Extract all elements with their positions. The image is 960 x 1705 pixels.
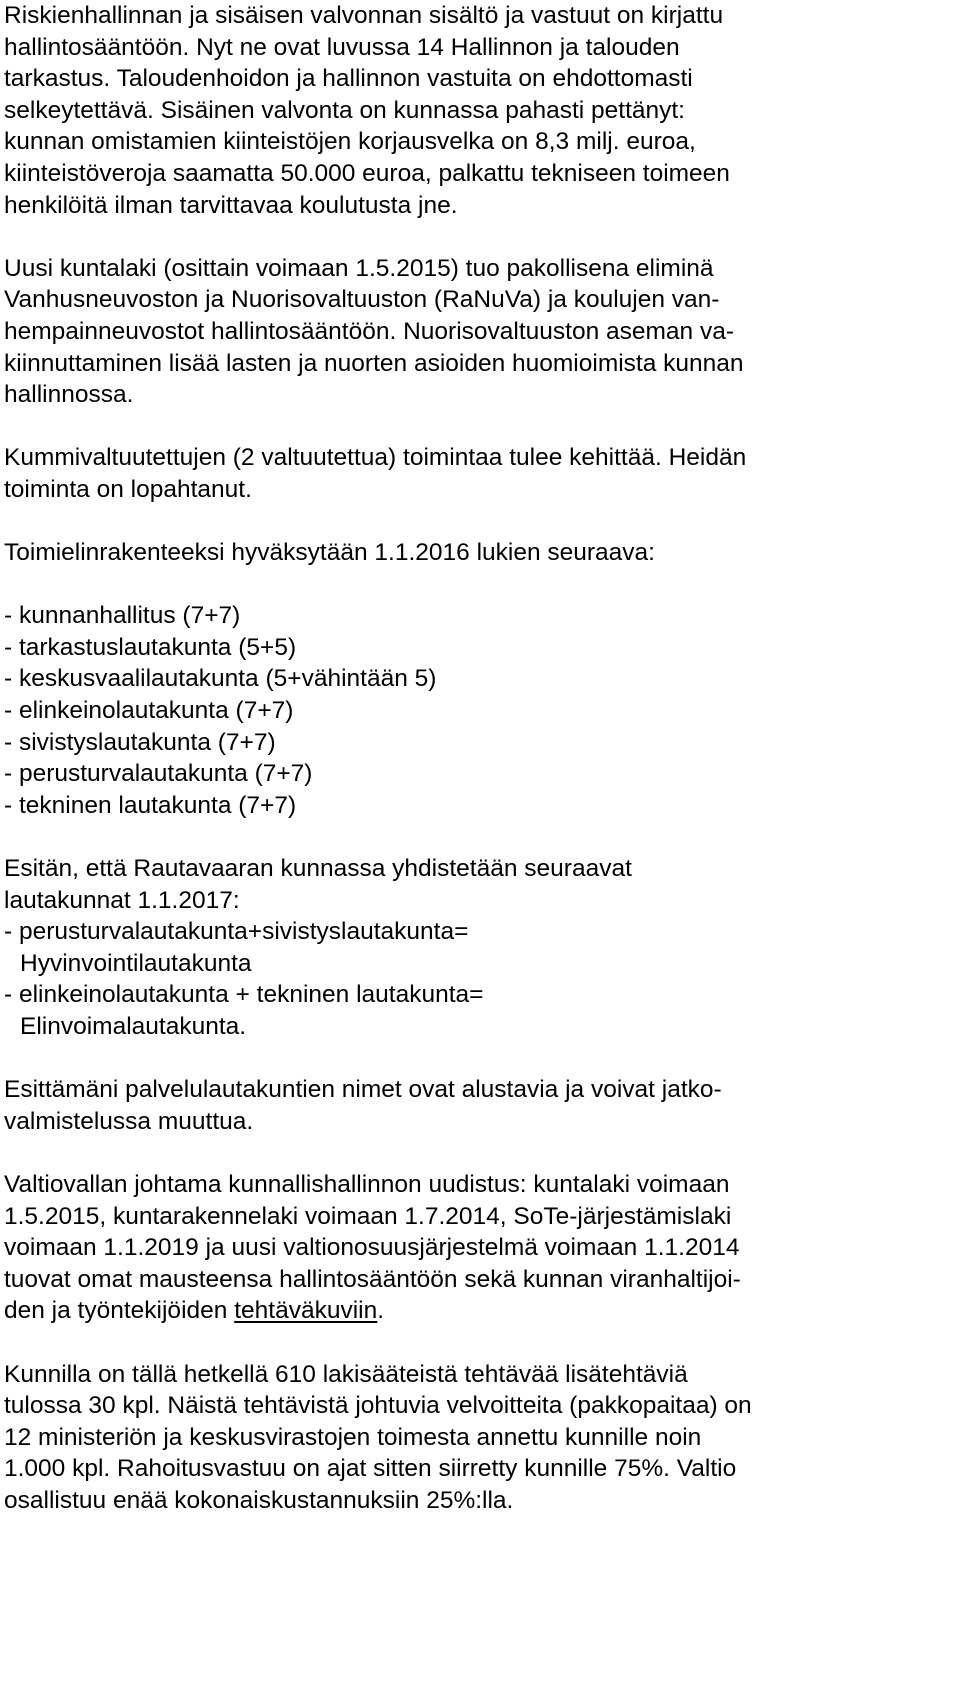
text-line: Riskienhallinnan ja sisäisen valvonnan sisältö ja vastuut on kirjattu <box>4 2 724 29</box>
text-span: den ja työntekijöiden <box>4 1297 235 1325</box>
text-line: hallintosääntöön. Nyt ne ovat luvussa 14 Hallinnon ja talouden <box>4 33 680 61</box>
text-line: lautakunnat 1.1.2017: <box>4 886 240 914</box>
text-line: osallistuu enää kokonaiskustannuksiin 25%:lla. <box>4 1486 514 1514</box>
document-page <box>4 0 956 1517</box>
text-line: Valtiovallan johtama kunnallishallinnon uudistus: kuntalaki voimaan <box>4 1170 730 1198</box>
merge-item: - perusturvalautakunta+sivistyslautakunta= <box>4 918 469 946</box>
paragraph-gap <box>4 569 956 601</box>
list-item: - perusturvalautakunta (7+7) <box>4 760 313 788</box>
text-line: tuovat omat mausteensa hallintosääntöön sekä kunnan viranhaltijoi- <box>4 1265 741 1293</box>
text-line: kiinteistöveroja saamatta 50.000 euroa, palkattu tekniseen toimeen <box>4 159 730 187</box>
paragraph-reform <box>4 1169 956 1327</box>
text-line: valmistelussa muuttua. <box>4 1107 254 1135</box>
text-line: tulossa 30 kpl. Näistä tehtävistä johtuvia velvoitteita (pakkopaitaa) on <box>4 1392 752 1420</box>
text-line: Toimielinrakenteeksi hyväksytään 1.1.2016 lukien seuraava: <box>4 539 655 567</box>
text-line: hallinnossa. <box>4 381 134 409</box>
paragraph-kummivaltuutetut <box>4 442 956 505</box>
committee-list <box>4 600 956 821</box>
paragraph-statutory-tasks <box>4 1359 956 1517</box>
paragraph-toimielinrakenne <box>4 537 956 569</box>
text-line: Esittämäni palvelulautakuntien nimet ovat alustavia ja voivat jatko- <box>4 1076 722 1104</box>
text-line: Kummivaltuutettujen (2 valtuutettua) toimintaa tulee kehittää. Heidän <box>4 444 747 472</box>
list-item: - sivistyslautakunta (7+7) <box>4 728 276 756</box>
text-line <box>4 1295 956 1327</box>
text-line: Uusi kuntalaki (osittain voimaan 1.5.2015) tuo pakollisena eliminä <box>4 254 714 282</box>
paragraph-names-note <box>4 1074 956 1137</box>
text-line: voimaan 1.1.2019 ja uusi valtionosuusjärjestelmä voimaan 1.1.2014 <box>4 1234 740 1262</box>
list-item: - tekninen lautakunta (7+7) <box>4 791 297 819</box>
text-line: 1.000 kpl. Rahoitusvastuu on ajat sitten siirretty kunnille 75%. Valtio <box>4 1455 737 1483</box>
paragraph-gap <box>4 1043 956 1075</box>
list-item: - tarkastuslautakunta (5+5) <box>4 633 297 661</box>
list-item: - keskusvaalilautakunta (5+vähintään 5) <box>4 665 437 693</box>
paragraph-gap <box>4 411 956 443</box>
paragraph-riskienhallinta <box>4 0 956 221</box>
text-line: toiminta on lopahtanut. <box>4 475 252 503</box>
text-line: selkeytettävä. Sisäinen valvonta on kunnassa pahasti pettänyt: <box>4 96 685 124</box>
text-line: Esitän, että Rautavaaran kunnassa yhdistetään seuraavat <box>4 855 632 883</box>
merge-item: - elinkeinolautakunta + tekninen lautakunta= <box>4 981 484 1009</box>
paragraph-gap <box>4 1137 956 1169</box>
merge-result: Hyvinvointilautakunta <box>20 949 252 977</box>
list-item: - kunnanhallitus (7+7) <box>4 602 241 630</box>
paragraph-gap <box>4 506 956 538</box>
text-line: kiinnuttaminen lisää lasten ja nuorten asioiden huomioimista kunnan <box>4 349 744 377</box>
list-item: - elinkeinolautakunta (7+7) <box>4 697 294 725</box>
paragraph-proposal <box>4 853 956 1043</box>
text-line: 12 ministeriön ja keskusvirastojen toimesta annettu kunnille noin <box>4 1423 702 1451</box>
paragraph-gap <box>4 221 956 253</box>
paragraph-gap <box>4 1327 956 1359</box>
text-line: Vanhusneuvoston ja Nuorisovaltuuston (RaNuVa) ja koulujen van- <box>4 286 720 314</box>
text-line: hempainneuvostot hallintosääntöön. Nuorisovaltuuston aseman va- <box>4 317 735 345</box>
text-line: henkilöitä ilman tarvittavaa koulutusta jne. <box>4 191 458 219</box>
text-span: . <box>377 1297 385 1325</box>
paragraph-kuntalaki <box>4 253 956 411</box>
paragraph-gap <box>4 821 956 853</box>
merge-result: Elinvoimalautakunta. <box>20 1013 247 1040</box>
text-line: tarkastus. Taloudenhoidon ja hallinnon vastuita on ehdottomasti <box>4 65 693 93</box>
text-line: Kunnilla on tällä hetkellä 610 lakisääteistä tehtävää lisätehtäviä <box>4 1360 688 1388</box>
text-line: kunnan omistamien kiinteistöjen korjausvelka on 8,3 milj. euroa, <box>4 128 696 156</box>
text-line: 1.5.2015, kuntarakennelaki voimaan 1.7.2014, SoTe-järjestämislaki <box>4 1202 732 1230</box>
underlined-term: tehtäväkuviin <box>234 1297 378 1325</box>
